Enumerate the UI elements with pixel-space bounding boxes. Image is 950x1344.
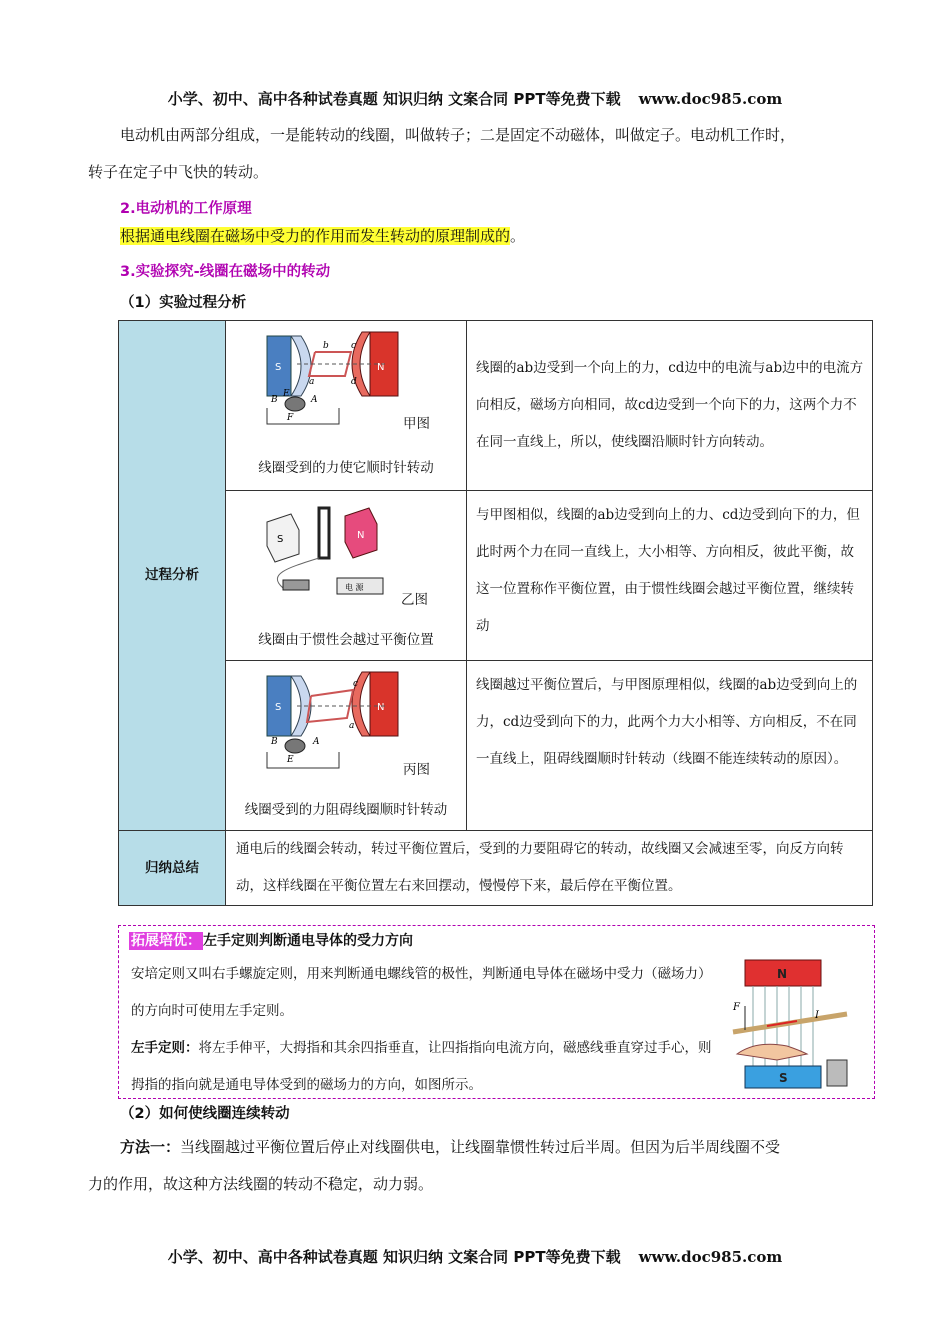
label-n: N [377,702,385,713]
fig-force-label: F [733,1002,740,1013]
label-d: d [351,377,357,387]
rule-text: 将左手伸平，大拇指和其余四指垂直，让四指指向电流方向，磁感线垂直穿过手心，则拇指的指向就是通电导体受到的磁场力的方向，如图所示。 [131,1040,712,1093]
circuit-wire [267,752,339,768]
coil [319,508,329,558]
battery-label: 电 源 [345,583,364,592]
label-c: c [353,679,359,689]
fig-label-bing: 丙图 [403,762,430,778]
label-n: N [377,362,385,373]
method-text-2: 力的作用，故这种方法线圈的转动不稳定，动力弱。 [88,1175,434,1193]
summary-label: 归纳总结 [119,831,226,906]
coil-figure-yi [227,494,465,604]
label-b: b [323,341,329,351]
figure-cell-bing [226,661,467,831]
extension-body [131,956,721,1104]
switch [283,580,309,590]
footer-url[interactable]: www.doc985.com [638,1248,783,1266]
process-label: 过程分析 [119,321,226,831]
label-n: N [357,530,365,541]
page-header [0,88,950,109]
left-hand-rule [131,1030,721,1104]
process-analysis-table [118,320,873,906]
analysis-text-bing: 线圈越过平衡位置后，与甲图原理相似，线圈的ab边受到向上的力，cd边受到向下的力，此两个力大小相等、方向相反，不在同一直线上，阻碍线圈顺时针转动（线圈不能连续转动的原因）。 [467,661,873,831]
label-s: S [275,702,282,713]
label-a: a [349,721,355,731]
coil [309,352,351,376]
label-c: c [351,341,357,351]
fig-current-label: I [815,1010,819,1021]
method-label: 方法一： [120,1138,181,1156]
figure-cell-yi [226,491,467,661]
section-3-title: 3.实验探究-线圈在磁场中的转动 [120,264,331,280]
left-hand-rule-figure [727,954,857,1094]
magnet-s-pole [291,336,311,396]
page-footer [0,1246,950,1267]
analysis-text-yi: 与甲图相似，线圈的ab边受到向上的力、cd边受到向下的力，但此时两个力在同一直线上，大小相等、方向相反，彼此平衡，故这一位置称作平衡位置，由于惯性线圈会越过平衡位置，继续转动 [467,491,873,661]
caption-jia: 线圈受到的力使它顺时针转动 [258,460,434,476]
method-text-1: 当线圈越过平衡位置后停止对线圈供电，让线圈靠惯性转过后半周。但因为后半周线圈不受 [180,1138,781,1156]
circuit-wire [267,408,339,424]
fig-label-jia: 甲图 [403,416,430,432]
rule-label: 左手定则： [131,1040,199,1056]
fig-s-label: S [779,1071,788,1085]
section-2-principle [120,225,525,246]
header-url[interactable]: www.doc985.com [638,90,783,108]
footer-text: 小学、初中、高中各种试卷真题 知识归纳 文案合同 PPT等免费下载 [167,1248,621,1266]
subsection-2-title: （2）如何使线圈连续转动 [120,1106,290,1122]
commutator [285,397,305,411]
hand [737,1044,807,1060]
extension-paragraph: 安培定则又叫右手螺旋定则，用来判断通电螺线管的极性，判断通电导体在磁场中受力（磁场力）的方向时可使用左手定则。 [131,966,712,1019]
commutator [285,739,305,753]
analysis-text-jia: 线圈的ab边受到一个向上的力，cd边中的电流与ab边中的电流方向相反，磁场方向相同，故cd边受到一个向下的力，这两个力不在同一直线上，所以，使线圈沿顺时针方向转动。 [467,321,873,491]
extension-tag: 拓展培优： [131,933,201,949]
subsection-1-title: （1）实验过程分析 [120,295,247,311]
method-one-line-1 [120,1129,880,1165]
label-E: E [283,389,290,399]
section-2-title: 2.电动机的工作原理 [120,201,252,217]
label-a: a [309,377,315,387]
label-E: E [287,755,294,765]
fig-n-label: N [777,967,788,981]
fig-label-yi: 乙图 [401,592,428,608]
summary-text: 通电后的线圈会转动，转过平衡位置后，受到的力要阻碍它的转动，故线圈又会减速至零，向反方向转动，这样线圈在平衡位置左右来回摆动，慢慢停下来，最后停在平衡位置。 [226,831,873,906]
label-s: S [277,534,284,545]
label-B: B [271,395,278,405]
extension-box [118,925,875,1099]
label-A: A [313,737,320,747]
caption-bing: 线圈受到的力阻碍线圈顺时针转动 [244,802,448,818]
principle-highlight: 根据通电线圈在磁场中受力的作用而发生转动的原理制成的 [120,227,511,245]
label-F: F [287,413,294,423]
intro-line-1: 电动机由两部分组成，一是能转动的线圈，叫做转子；二是固定不动磁体，叫做定子。电动机工作时， [120,126,796,144]
label-s: S [275,362,282,373]
battery-cell [827,1060,847,1086]
figure-cell-jia [226,321,467,491]
caption-yi: 线圈由于惯性会越过平衡位置 [258,632,434,648]
extension-title [129,930,413,950]
header-text: 小学、初中、高中各种试卷真题 知识归纳 文案合同 PPT等免费下载 [167,90,621,108]
extension-heading: 左手定则判断通电导体的受力方向 [203,933,413,949]
intro-line-2: 转子在定子中飞快的转动。 [88,163,269,181]
label-A: A [311,395,318,405]
principle-end: 。 [510,227,526,245]
label-B: B [271,737,278,747]
